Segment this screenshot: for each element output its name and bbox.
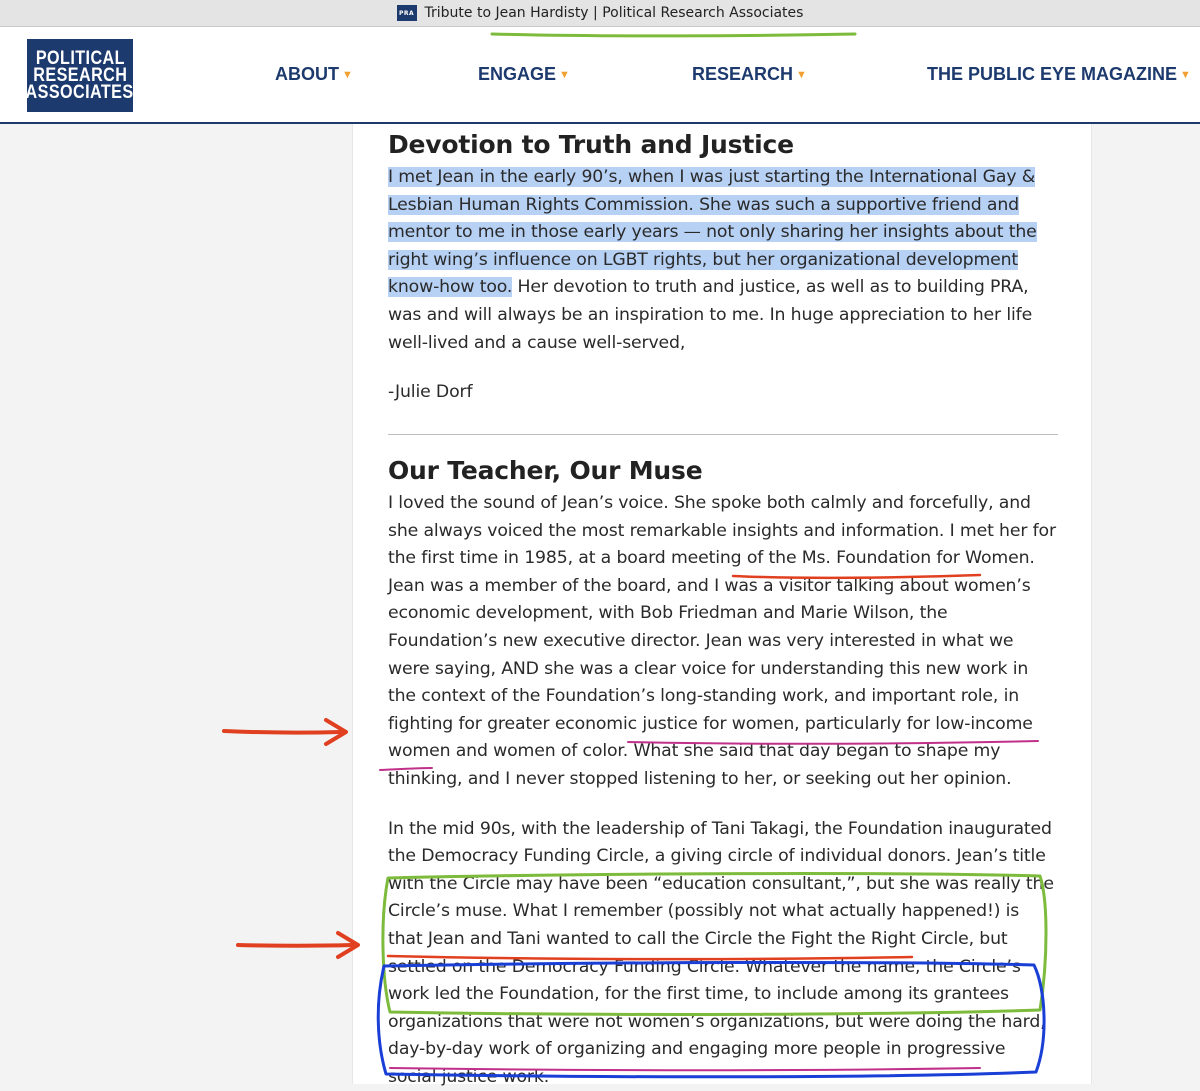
signature: -Julie Dorf — [388, 382, 473, 403]
nav-research-label: RESEARCH — [692, 64, 794, 84]
logo-line-2: RESEARCH — [32, 65, 128, 86]
logo-line-3: ASSOCIATES — [25, 82, 135, 103]
logo-line-1: POLITICAL — [35, 48, 125, 69]
selected-text: I met Jean in the early 90’s, when I was just starting the International Gay & Lesbian Human Rights Commission. She was such a supportive friend and mentor to me in those early years — not only sharing her insights about the right wing’s influence on LGBT rights, but her organizational development know-how too. — [388, 167, 1037, 298]
tribute-paragraph: I loved the sound of Jean’s voice. She spoke both calmly and forcefully, and she always voiced the most remarkable insights and information. I met her for the first time in 1985, at a board meeting of the Ms. Foundation for Women. Jean was a member of the board, and I was a visitor talking about women’s economic development, with Bob Friedman and Marie Wilson, the Foundation’s new executive director. Jean was very interested in what we were saying, AND she was a clear voice for understanding this new work in the context of the Foundation’s long-standing work, and important role, in fighting for greater economic justice for women, particularly for low-income women and women of color. What she said that day began to shape my thinking, and I never stopped listening to her, or seeking out her opinion. — [388, 493, 1056, 789]
nav-public-eye-label: THE PUBLIC EYE MAGAZINE — [927, 64, 1178, 84]
browser-tab-bar — [0, 0, 1200, 27]
tribute-paragraph: In the mid 90s, with the leadership of Tani Takagi, the Foundation inaugurated the Democracy Funding Circle, a giving circle of individual donors. Jean’s title with the Circle may have been “education consultant,”, but she was really the Circle’s muse. What I remember (possibly not what actually happened!) is that Jean and Tani wanted to call the Circle the Fight the Right Circle, but settled on the Democracy Funding Circle. Whatever the name, the Circle’s work led the Foundation, for the first time, to include among its grantees organizations that were not women’s organizations, but were doing the hard, day-by-day work of organizing and engaging more people in progressive social justice work. — [388, 818, 1054, 1087]
nav-research[interactable] — [692, 27, 807, 122]
red-arrow-icon — [224, 720, 346, 744]
section-divider — [388, 434, 1058, 435]
section-heading: Devotion to Truth and Justice — [388, 130, 794, 159]
red-arrow-icon — [238, 933, 358, 957]
caret-down-icon: ▼ — [796, 68, 807, 81]
pra-logo[interactable] — [27, 39, 133, 112]
tribute-paragraph — [388, 164, 1058, 357]
section-teacher — [388, 456, 1058, 1091]
caret-down-icon: ▼ — [559, 68, 570, 81]
section-devotion — [388, 130, 1058, 407]
site-header — [0, 27, 1200, 124]
nav-public-eye[interactable] — [927, 27, 1191, 122]
paragraph-text: Her devotion to truth and justice, as well as to building PRA, was and will always be an inspiration to me. In huge appreciation to her life well-lived and a cause well-served, — [388, 277, 1033, 353]
tab-title: Tribute to Jean Hardisty | Political Research Associates — [424, 5, 804, 21]
caret-down-icon: ▼ — [1180, 68, 1191, 81]
nav-about-label: ABOUT — [275, 64, 339, 84]
favicon-icon: PRA — [397, 5, 417, 21]
article-content — [352, 124, 1092, 1087]
nav-engage[interactable] — [478, 27, 570, 122]
caret-down-icon: ▼ — [342, 68, 353, 81]
nav-about[interactable] — [275, 27, 353, 122]
browser-tab[interactable] — [0, 0, 1200, 26]
section-heading: Our Teacher, Our Muse — [388, 456, 703, 485]
nav-engage-label: ENGAGE — [478, 64, 557, 84]
